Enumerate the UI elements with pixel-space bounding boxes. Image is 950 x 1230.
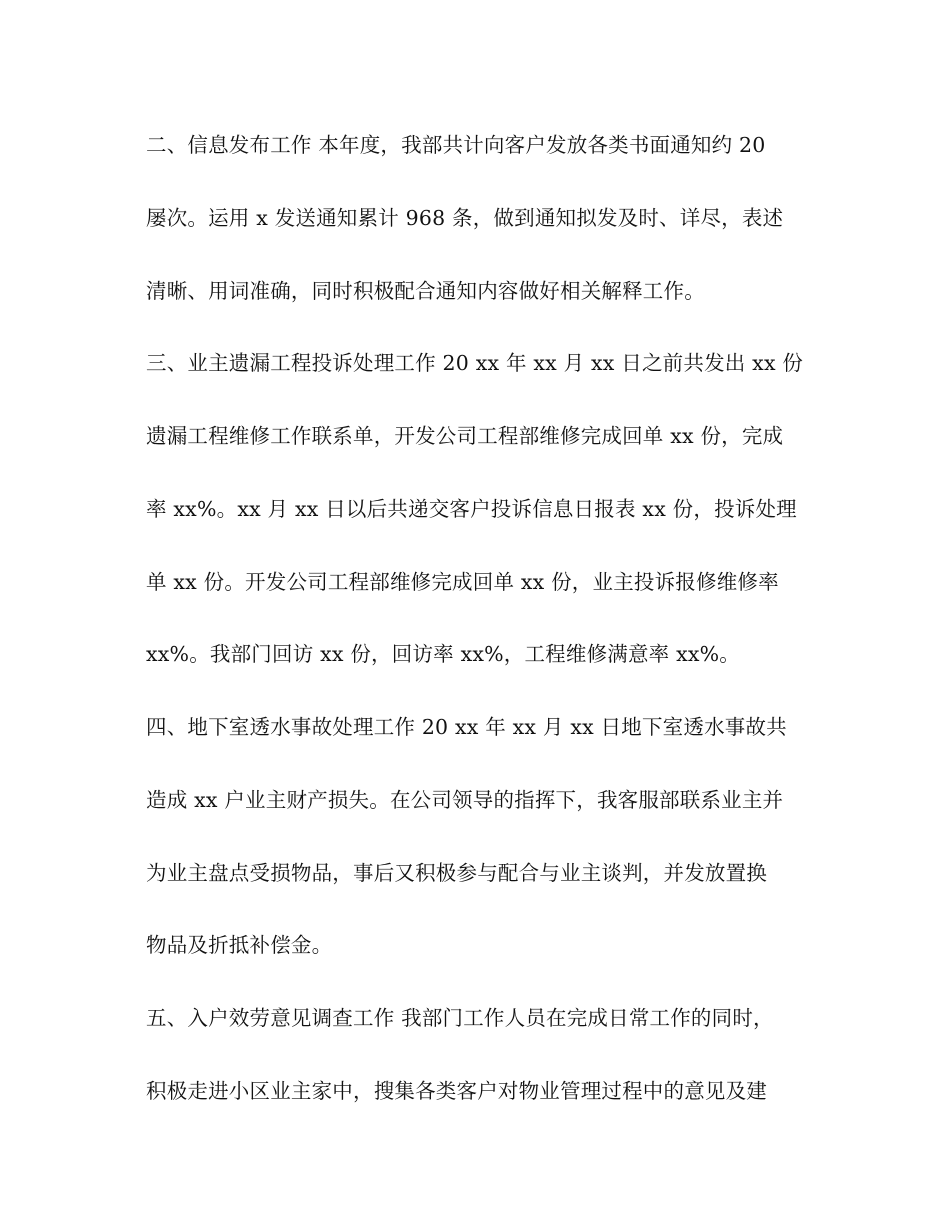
text-line: 屡次。运用 x 发送通知累计 968 条，做到通知拟发及时、详尽，表述 — [146, 206, 784, 230]
text-line: 三、业主遗漏工程投诉处理工作 20 xx 年 xx 月 xx 日之前共发出 xx 份 — [146, 351, 804, 375]
text-line: 造成 xx 户业主财产损失。在公司领导的指挥下，我客服部联系业主并 — [146, 788, 784, 812]
text-line: 为业主盘点受损物品，事后又积极参与配合与业主谈判，并发放置换 — [146, 861, 767, 885]
text-line: 单 xx 份。开发公司工程部维修完成回单 xx 份，业主投诉报修维修率 — [146, 570, 779, 594]
text-line: xx%。我部门回访 xx 份，回访率 xx%，工程维修满意率 xx%。 — [146, 642, 740, 666]
text-line: 积极走进小区业主家中，搜集各类客户对物业管理过程中的意见及建 — [146, 1079, 767, 1103]
text-line: 率 xx%。xx 月 xx 日以后共递交客户投诉信息日报表 xx 份，投诉处理 — [146, 497, 797, 521]
text-line: 物品及折抵补偿金。 — [146, 933, 333, 957]
text-line: 五、入户效劳意见调查工作 我部门工作人员在完成日常工作的同时， — [146, 1006, 774, 1030]
text-line: 遗漏工程维修工作联系单，开发公司工程部维修完成回单 xx 份，完成 — [146, 424, 784, 448]
text-line: 四、地下室透水事故处理工作 20 xx 年 xx 月 xx 日地下室透水事故共 — [146, 715, 787, 739]
text-line: 清晰、用词准确，同时积极配合通知内容做好相关解释工作。 — [146, 279, 705, 303]
text-line: 二、信息发布工作 本年度，我部共计向客户发放各类书面通知约 20 — [146, 133, 766, 157]
